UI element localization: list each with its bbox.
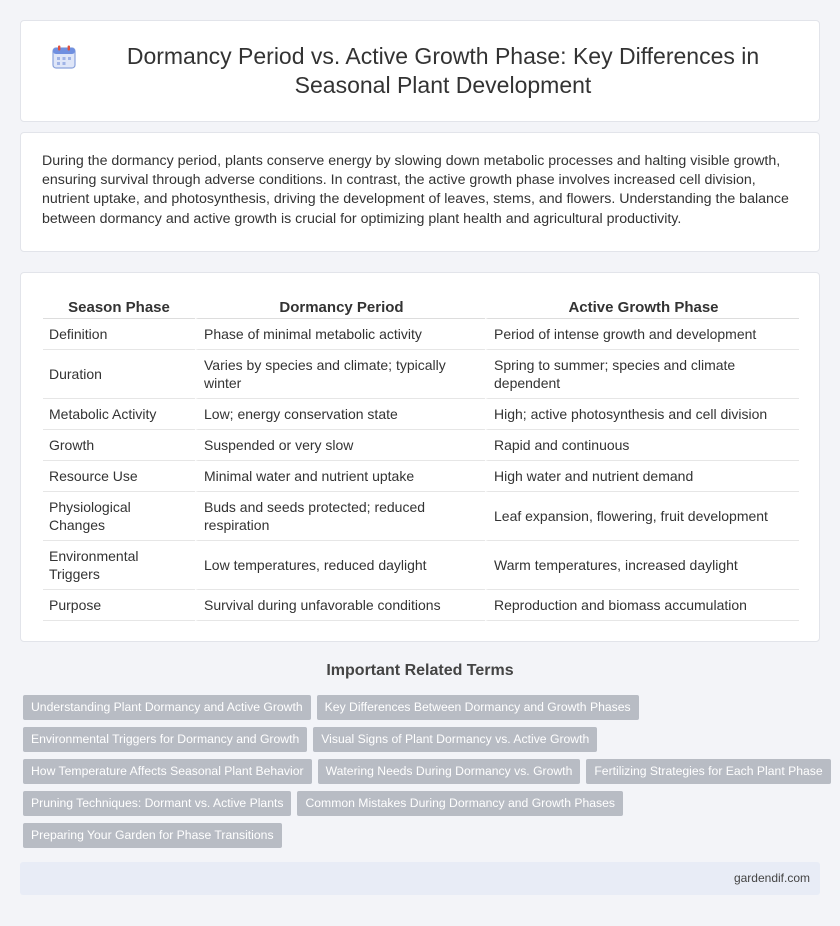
table-cell: Duration bbox=[43, 350, 195, 399]
tag-row bbox=[23, 791, 823, 817]
title-card bbox=[20, 20, 820, 122]
table-cell: Spring to summer; species and climate dependent bbox=[485, 350, 799, 399]
related-term-link[interactable]: Preparing Your Garden for Phase Transitions bbox=[23, 823, 282, 848]
related-terms-list bbox=[23, 695, 823, 855]
table-cell: Survival during unfavorable conditions bbox=[195, 590, 485, 621]
header-season-phase: Season Phase bbox=[43, 293, 195, 319]
intro-card bbox=[20, 132, 820, 252]
related-term-link[interactable]: Visual Signs of Plant Dormancy vs. Active Growth bbox=[313, 727, 597, 752]
table-cell: Leaf expansion, flowering, fruit development bbox=[485, 492, 799, 541]
table-cell: Definition bbox=[43, 319, 195, 350]
tag-row bbox=[23, 823, 823, 849]
title-wrap bbox=[21, 21, 819, 121]
related-terms-title: Important Related Terms bbox=[326, 662, 514, 679]
related-term-link[interactable]: Understanding Plant Dormancy and Active Growth bbox=[23, 695, 311, 720]
table-cell: Reproduction and biomass accumulation bbox=[485, 590, 799, 621]
table-cell: Rapid and continuous bbox=[485, 430, 799, 461]
comparison-card bbox=[20, 272, 820, 642]
table-cell: Suspended or very slow bbox=[195, 430, 485, 461]
comparison-table bbox=[43, 293, 799, 621]
table-cell: Low; energy conservation state bbox=[195, 399, 485, 430]
table-cell: Metabolic Activity bbox=[43, 399, 195, 430]
related-term-link[interactable]: Environmental Triggers for Dormancy and Growth bbox=[23, 727, 307, 752]
table-row bbox=[43, 590, 799, 621]
table-cell: Growth bbox=[43, 430, 195, 461]
table-cell: Buds and seeds protected; reduced respiration bbox=[195, 492, 485, 541]
footer bbox=[20, 862, 820, 895]
table-cell: Varies by species and climate; typically winter bbox=[195, 350, 485, 399]
table-cell: Environmental Triggers bbox=[43, 541, 195, 590]
related-term-link[interactable]: How Temperature Affects Seasonal Plant Behavior bbox=[23, 759, 312, 784]
tag-row bbox=[23, 759, 823, 785]
header-dormancy-period: Dormancy Period bbox=[195, 293, 485, 319]
table-cell: Resource Use bbox=[43, 461, 195, 492]
header-active-growth: Active Growth Phase bbox=[485, 293, 799, 319]
table-row bbox=[43, 319, 799, 350]
related-term-link[interactable]: Pruning Techniques: Dormant vs. Active Plants bbox=[23, 791, 291, 816]
table-cell: Warm temperatures, increased daylight bbox=[485, 541, 799, 590]
table-header-row bbox=[43, 293, 799, 319]
table-row bbox=[43, 399, 799, 430]
footer-site-name: gardendif.com bbox=[733, 871, 810, 885]
table-cell: High; active photosynthesis and cell division bbox=[485, 399, 799, 430]
table-row bbox=[43, 461, 799, 492]
calendar-icon bbox=[51, 44, 77, 70]
table-row bbox=[43, 350, 799, 399]
related-term-link[interactable]: Fertilizing Strategies for Each Plant Phase bbox=[586, 759, 830, 784]
table-cell: Period of intense growth and development bbox=[485, 319, 799, 350]
page-title: Dormancy Period vs. Active Growth Phase: Key Differences in Seasonal Plant Development bbox=[126, 43, 760, 98]
tag-row bbox=[23, 695, 823, 721]
table-row bbox=[43, 430, 799, 461]
intro-paragraph: During the dormancy period, plants conserve energy by slowing down metabolic processes and halting visible growth, ensuring survival through adverse conditions. In contrast, the active growth phase involves increased cell division, nutrient uptake, and photosynthesis, driving the development of leaves, stems, and flowers. Understanding the balance between dormancy and active growth is crucial for optimizing plant health and agricultural productivity. bbox=[42, 153, 789, 227]
related-term-link[interactable]: Key Differences Between Dormancy and Growth Phases bbox=[317, 695, 639, 720]
table-row bbox=[43, 492, 799, 541]
table-cell: High water and nutrient demand bbox=[485, 461, 799, 492]
table-row bbox=[43, 541, 799, 590]
table-cell: Minimal water and nutrient uptake bbox=[195, 461, 485, 492]
table-cell: Purpose bbox=[43, 590, 195, 621]
related-term-link[interactable]: Common Mistakes During Dormancy and Growth Phases bbox=[297, 791, 623, 816]
table-cell: Phase of minimal metabolic activity bbox=[195, 319, 485, 350]
related-term-link[interactable]: Watering Needs During Dormancy vs. Growth bbox=[318, 759, 581, 784]
table-cell: Physiological Changes bbox=[43, 492, 195, 541]
table-cell: Low temperatures, reduced daylight bbox=[195, 541, 485, 590]
tag-row bbox=[23, 727, 823, 753]
